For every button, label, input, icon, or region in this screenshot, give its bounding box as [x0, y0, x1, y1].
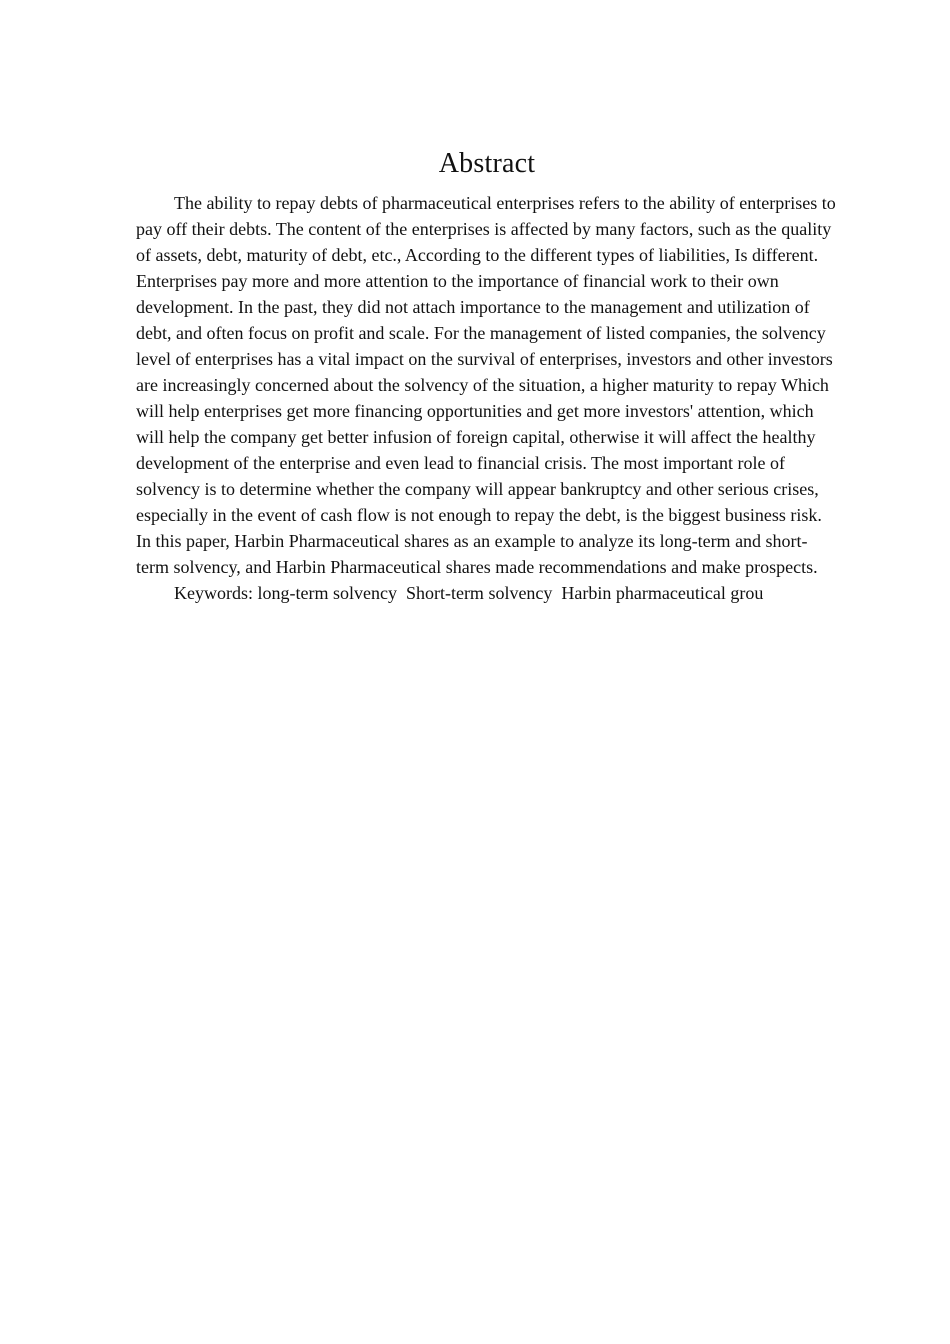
keywords-line: Keywords: long-term solvency Short-term solvency Harbin pharmaceutical grou	[174, 583, 764, 603]
abstract-title: Abstract	[438, 148, 536, 179]
abstract-body: The ability to repay debts of pharmaceutical enterprises refers to the ability of enterprises to pay off their debts. The content of the enterprises is affected by many factors, such as the quality of assets, debt, maturity of debt, etc., According to the different types of liabilities, Is different. Enterprises pay more and more attention to the importance of financial work to their own development. In the past, they did not attach importance to the management and utilization of debt, and often focus on profit and scale. For the management of listed companies, the solvency level of enterprises has a vital impact on the survival of enterprises, investors and other investors are increasingly concerned about the solvency of the situation, a higher maturity to repay Which will help enterprises get more financing opportunities and get more investors' attention, which will help the company get better infusion of foreign capital, otherwise it will affect the healthy development of the enterprise and even lead to financial crisis. The most important role of solvency is to determine whether the company will appear bankruptcy and other serious crises, especially in the event of cash flow is not enough to repay the debt, is the biggest business risk. In this paper, Harbin Pharmaceutical shares as an example to analyze its long-term and short-term solvency, and Harbin Pharmaceutical shares made recommendations and make prospects.	[136, 193, 836, 577]
abstract-section	[136, 146, 836, 606]
